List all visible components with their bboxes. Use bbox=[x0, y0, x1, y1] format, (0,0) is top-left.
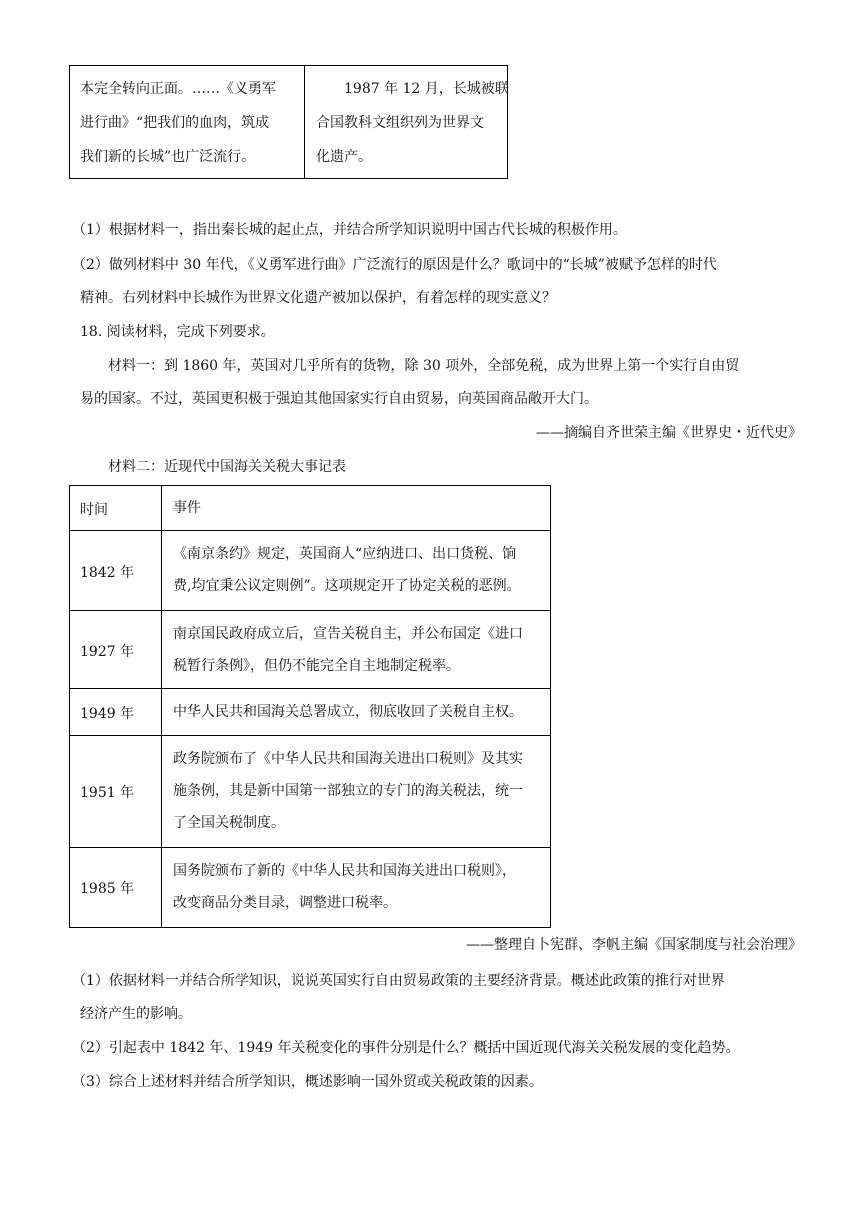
table-header-event: 事件 bbox=[173, 500, 201, 516]
table-row-divider bbox=[70, 688, 550, 689]
material1-line1: 材料一：到 1860 年，英国对几乎所有的货物，除 30 项外，全部免税，成为世界上第一个实行自由贸 bbox=[108, 358, 740, 374]
event-line: 了全国关税制度。 bbox=[173, 815, 285, 831]
q18-question-1-line2: 经济产生的影响。 bbox=[80, 1006, 192, 1022]
table-row-divider bbox=[70, 847, 550, 848]
table-cell-year: 1951 年 bbox=[80, 785, 135, 801]
table-cell-event bbox=[173, 696, 543, 728]
event-line: 费,均宜秉公议定则例”。这项规定开了协定关税的恶例。 bbox=[173, 578, 521, 594]
table-cell-event bbox=[173, 743, 543, 839]
table-cell-event bbox=[173, 538, 543, 602]
q18-question-2: （2）引起表中 1842 年、1949 年关税变化的事件分别是什么？概括中国近现代海关关税发展的变化趋势。 bbox=[72, 1040, 740, 1056]
table-cell-event bbox=[173, 618, 543, 682]
event-line: 税暂行条例》，但仍不能完全自主地制定税率。 bbox=[173, 658, 460, 674]
event-line: 南京国民政府成立后，宣告关税自主，并公布国定《进口 bbox=[173, 626, 523, 642]
customs-tariff-table bbox=[69, 485, 551, 928]
table-cell-year: 1927 年 bbox=[80, 644, 135, 660]
q18-question-3: （3）综合上述材料并结合所学知识，概述影响一国外贸或关税政策的因素。 bbox=[72, 1074, 543, 1090]
q18-question-1-line1: （1）依据材料一并结合所学知识，说说英国实行自由贸易政策的主要经济背景。概述此政策的推行对世界 bbox=[72, 973, 725, 989]
event-line: 施条例，其是新中国第一部独立的专门的海关税法，统一 bbox=[173, 783, 523, 799]
table-column-divider bbox=[161, 486, 162, 927]
table-row-divider bbox=[70, 530, 550, 531]
event-line: 《南京条约》规定，英国商人“应纳进口、出口货税、饷 bbox=[173, 546, 517, 562]
table-cell-event bbox=[173, 855, 543, 919]
table-cell-year: 1985 年 bbox=[80, 881, 135, 897]
event-line: 政务院颁布了《中华人民共和国海关进出口税则》及其实 bbox=[173, 751, 523, 767]
material2-title: 材料二：近现代中国海关关税大事记表 bbox=[108, 459, 346, 475]
table-cell-year: 1949 年 bbox=[80, 706, 135, 722]
event-line: 中华人民共和国海关总署成立，彻底收回了关税自主权。 bbox=[173, 704, 523, 720]
cell-text-line: 本完全转向正面。……《义勇军 bbox=[80, 81, 276, 97]
cell-text-line: 我们新的长城”也广泛流行。 bbox=[80, 149, 256, 165]
table-cell-year: 1842 年 bbox=[80, 565, 135, 581]
q17-question-1: （1）根据材料一，指出秦长城的起止点，并结合所学知识说明中国古代长城的积极作用。 bbox=[72, 222, 627, 238]
cell-text-line: 合国教科文组织列为世界文 bbox=[316, 115, 484, 131]
material-table-top bbox=[69, 65, 508, 179]
table-row-divider bbox=[70, 735, 550, 736]
cell-text-line: 进行曲》“把我们的血肉，筑成 bbox=[80, 115, 270, 131]
event-line: 国务院颁布了新的《中华人民共和国海关进出口税则》， bbox=[173, 863, 516, 879]
q17-question-2-line2: 精神。右列材料中长城作为世界文化遗产被加以保护，有着怎样的现实意义？ bbox=[80, 290, 556, 306]
q17-question-2-line1: （2）做列材料中 30 年代，《义勇军进行曲》广泛流行的原因是什么？歌词中的“长城”被赋予怎样的时代 bbox=[72, 257, 717, 273]
table-divider bbox=[304, 66, 305, 178]
q18-heading: 18. 阅读材料，完成下列要求。 bbox=[80, 324, 275, 340]
cell-text-line: 1987 年 12 月，长城被联 bbox=[344, 81, 509, 97]
table-header-time: 时间 bbox=[80, 502, 108, 518]
material1-source: ——摘编自齐世荣主编《世界史・近代史》 bbox=[536, 425, 802, 441]
top-table-left-cell bbox=[80, 72, 302, 174]
cell-text-line: 化遗产。 bbox=[316, 149, 372, 165]
table-source: ——整理自卜宪群、李帆主编《国家制度与社会治理》 bbox=[466, 937, 802, 953]
table-row-divider bbox=[70, 610, 550, 611]
event-line: 改变商品分类目录，调整进口税率。 bbox=[173, 895, 397, 911]
material1-line2: 易的国家。不过，英国更积极于强迫其他国家实行自由贸易，向英国商品敞开大门。 bbox=[80, 391, 598, 407]
top-table-right-cell bbox=[316, 72, 509, 174]
